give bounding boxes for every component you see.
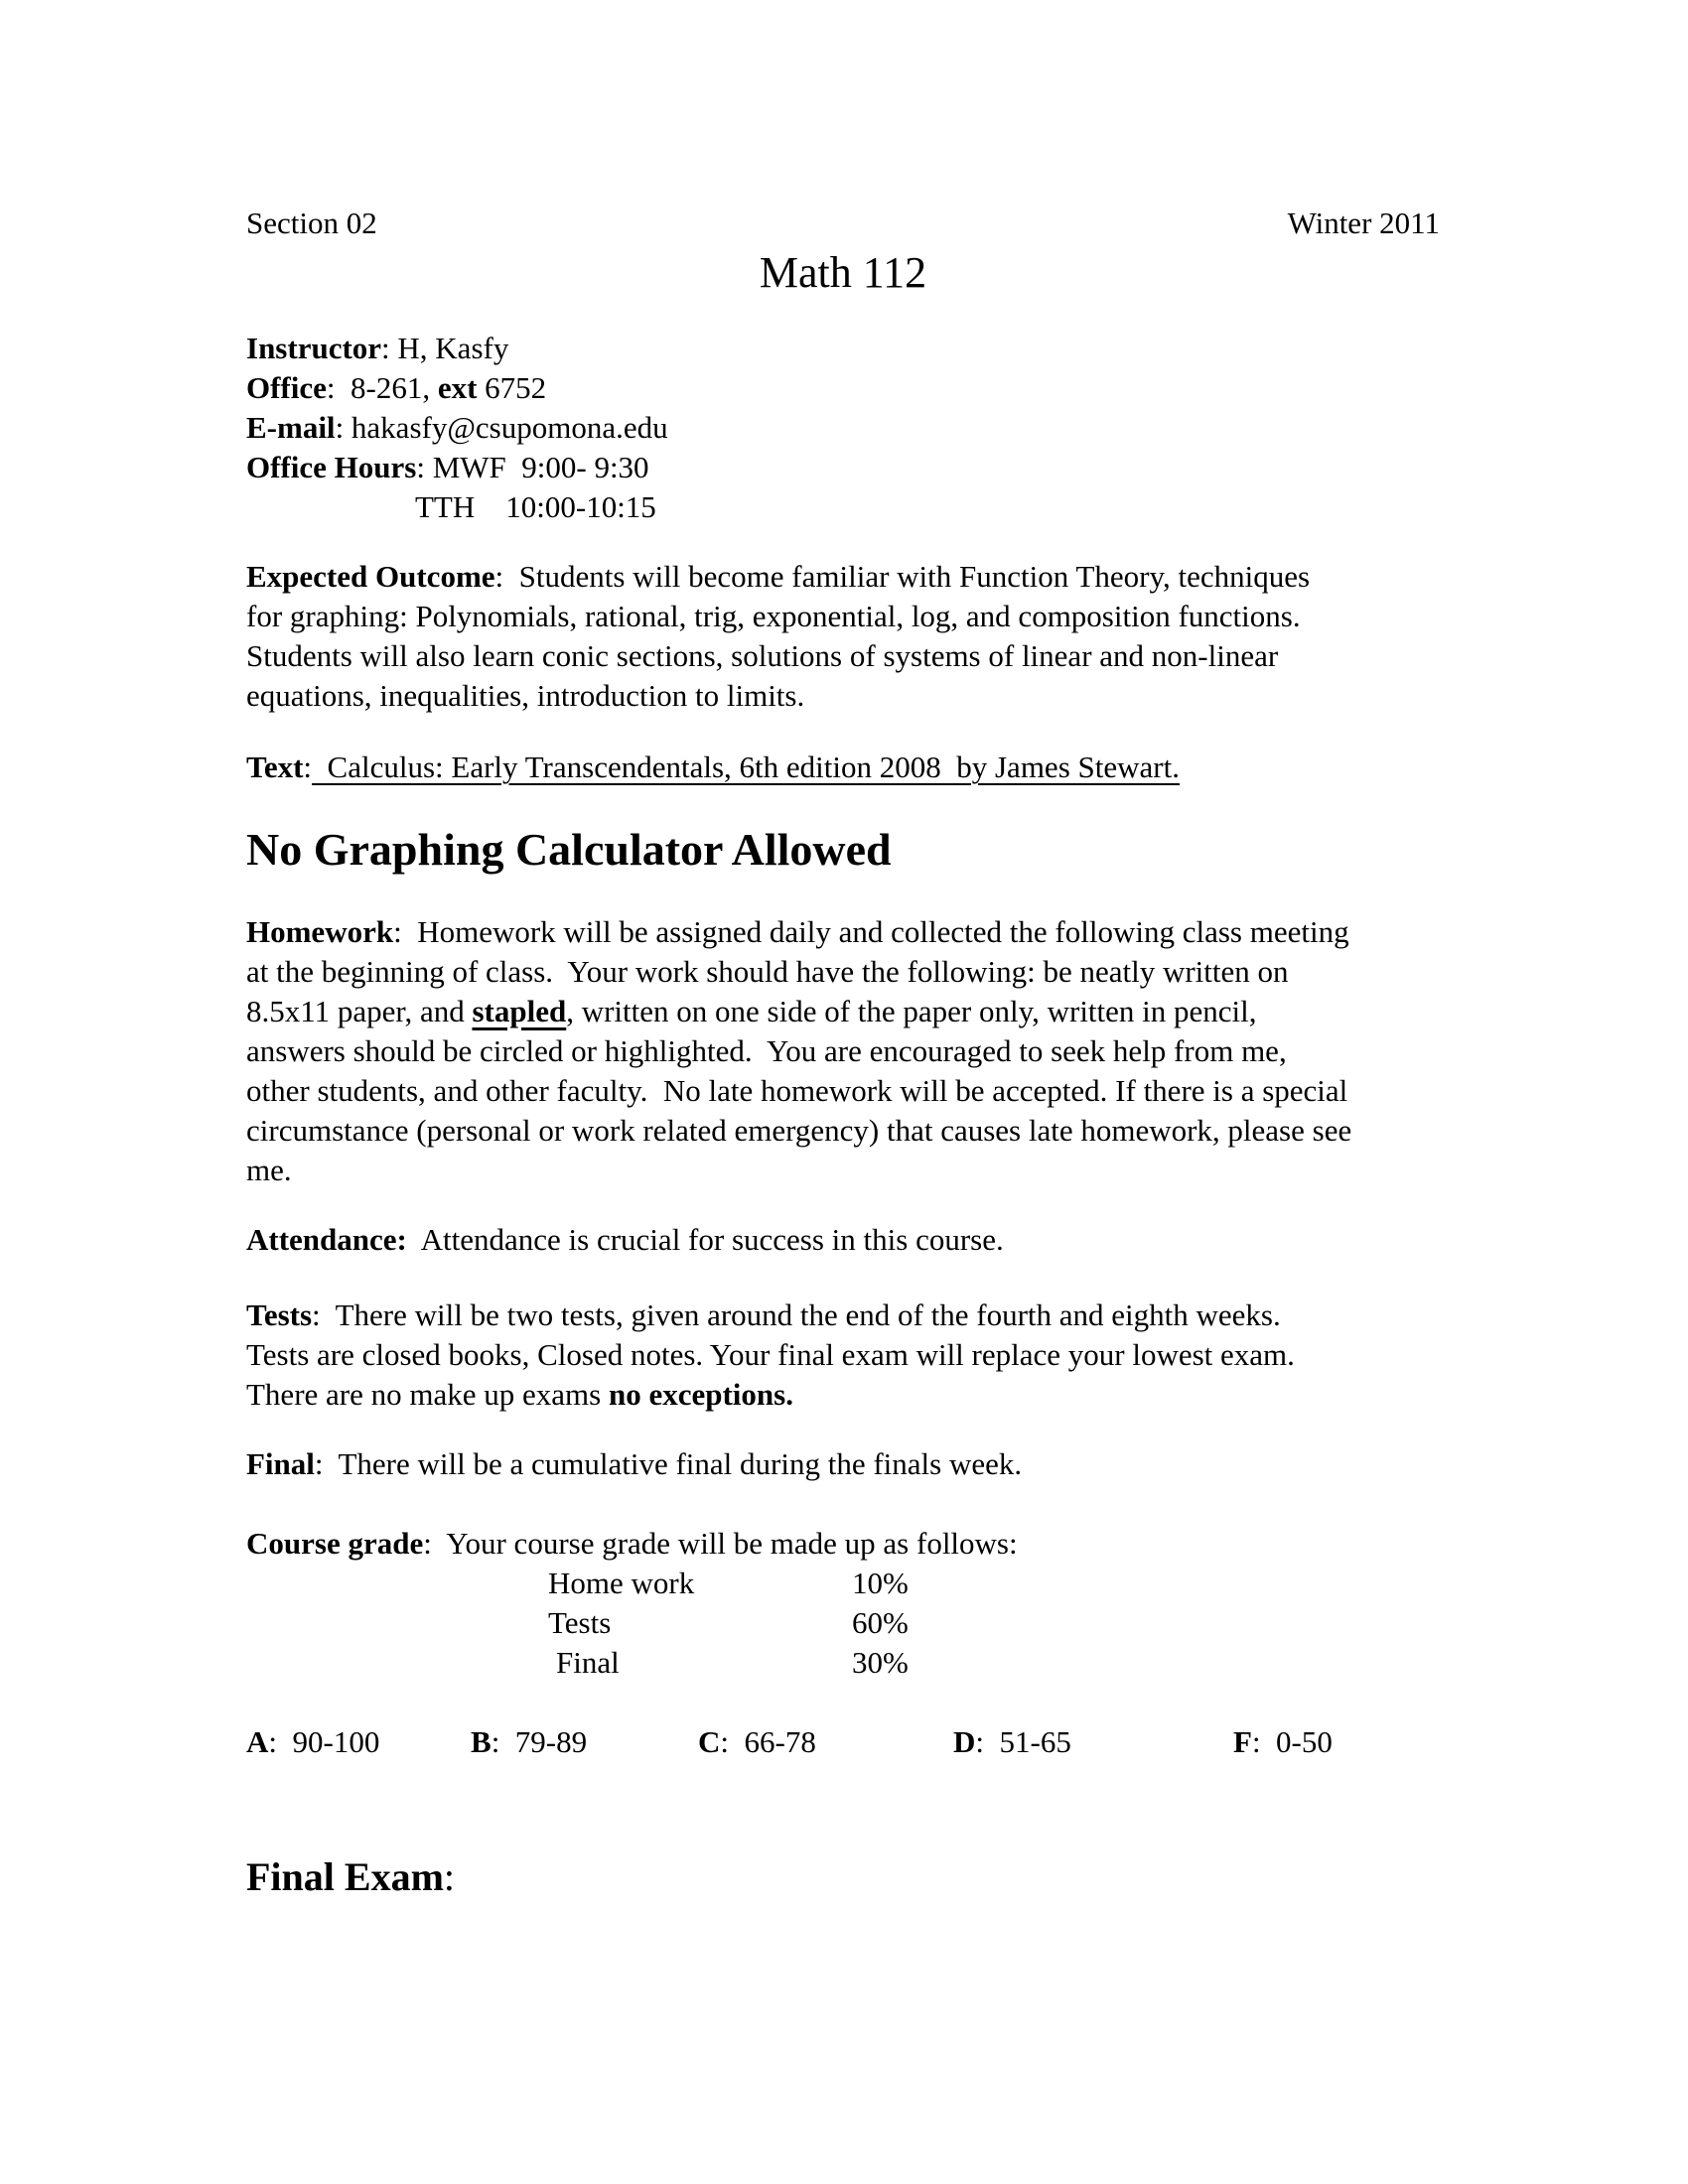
grade-component-name: Final	[556, 1645, 620, 1680]
grade-range: : 79-89	[491, 1724, 588, 1759]
grade-letter: C	[698, 1724, 721, 1759]
final-exam-label: Final Exam	[246, 1854, 444, 1899]
attendance-label: Attendance:	[246, 1222, 407, 1257]
grade-scale-item	[1233, 1722, 1333, 1762]
grade-component-name: Tests	[548, 1605, 612, 1640]
no-exceptions-emphasis: no exceptions.	[608, 1377, 793, 1412]
course-grade-text: : Your course grade will be made up as follows:	[423, 1526, 1018, 1561]
grade-scale-item	[953, 1722, 1233, 1762]
instructor-info-block	[246, 329, 1477, 527]
office-label: Office	[246, 370, 327, 405]
tests-text: There are no make up exams	[246, 1377, 609, 1412]
homework-line: me.	[246, 1153, 292, 1187]
homework-paragraph	[246, 912, 1477, 1190]
attendance-paragraph	[246, 1220, 1477, 1260]
tests-label: Tests	[246, 1297, 313, 1332]
final-text: : There will be a cumulative final during the finals week.	[314, 1446, 1023, 1481]
grade-scale-item	[471, 1722, 698, 1762]
email-value: : hakasfy@csupomona.edu	[335, 410, 668, 445]
homework-line: at the beginning of class. Your work should have the following: be neatly written on	[246, 954, 1289, 989]
stapled-emphasis: stapled	[472, 994, 567, 1028]
grade-component-weight: 60%	[852, 1605, 909, 1640]
final-label: Final	[246, 1446, 315, 1481]
grade-scale-row	[246, 1722, 1477, 1762]
tests-paragraph	[246, 1296, 1477, 1415]
grade-scale-item	[246, 1722, 471, 1762]
grade-component-row	[246, 1564, 1477, 1603]
final-line	[246, 1444, 1477, 1484]
office-ext-label: ext	[437, 370, 478, 405]
grade-range: : 66-78	[720, 1724, 816, 1759]
grade-scale-item	[698, 1722, 953, 1762]
grade-letter: D	[953, 1724, 976, 1759]
tests-line	[246, 1375, 1477, 1415]
instructor-label: Instructor	[246, 331, 382, 365]
grade-component-weight: 10%	[852, 1566, 909, 1600]
office-hours-label: Office Hours	[246, 450, 417, 484]
textbook-paragraph	[246, 748, 1477, 787]
grade-component-row	[246, 1643, 1477, 1683]
grade-range: : 51-65	[975, 1724, 1071, 1759]
tests-line: Tests are closed books, Closed notes. Your final exam will replace your lowest exam.	[246, 1337, 1295, 1372]
grade-range: : 90-100	[268, 1724, 380, 1759]
office-line	[246, 368, 1477, 408]
final-exam-colon: :	[443, 1854, 456, 1899]
course-title: Math 112	[759, 248, 927, 297]
textbook-title: Calculus: Early Transcendentals, 6th edition 2008 by James Stewart.	[312, 750, 1180, 784]
expected-outcome-paragraph	[246, 557, 1477, 716]
grade-letter: B	[471, 1724, 492, 1759]
office-hours-value: : MWF 9:00- 9:30	[416, 450, 649, 484]
homework-label: Homework	[246, 914, 394, 949]
instructor-value: : H, Kasfy	[381, 331, 509, 365]
office-hours-line2: TTH 10:00-10:15	[415, 489, 656, 524]
homework-text: : Homework will be assigned daily and collected the following class meeting	[393, 914, 1349, 949]
expected-outcome-line	[246, 557, 1477, 597]
textbook-label: Text	[246, 750, 304, 784]
homework-line: other students, and other faculty. No late homework will be accepted. If there is a special	[246, 1073, 1348, 1108]
expected-outcome-text: : Students will become familiar with Function Theory, techniques	[494, 559, 1311, 594]
email-label: E-mail	[246, 410, 336, 445]
instructor-line	[246, 329, 1477, 368]
attendance-text: Attendance is crucial for success in this course.	[406, 1222, 1004, 1257]
term-label: Winter 2011	[1287, 205, 1440, 240]
no-calculator-heading: No Graphing Calculator Allowed	[246, 824, 892, 875]
attendance-line	[246, 1220, 1477, 1260]
expected-outcome-label: Expected Outcome	[246, 559, 495, 594]
homework-text: , written on one side of the paper only, written in pencil,	[566, 994, 1257, 1028]
document-header	[246, 204, 1440, 243]
grade-component-weight: 30%	[852, 1645, 909, 1680]
email-line	[246, 408, 1477, 448]
textbook-colon: :	[303, 750, 313, 784]
homework-line	[246, 992, 1477, 1031]
course-grade-intro	[246, 1524, 1477, 1564]
grade-component-name: Home work	[548, 1566, 695, 1600]
textbook-line	[246, 748, 1477, 787]
course-grade-section	[246, 1524, 1477, 1683]
office-ext-value: 6752	[477, 370, 547, 405]
homework-line: answers should be circled or highlighted. You are encouraged to seek help from me,	[246, 1033, 1287, 1068]
section-number: Section 02	[246, 205, 377, 240]
grade-letter: F	[1233, 1724, 1252, 1759]
homework-line: circumstance (personal or work related emergency) that causes late homework, please see	[246, 1113, 1352, 1148]
homework-line	[246, 912, 1477, 952]
final-exam-heading	[246, 1853, 1477, 1901]
final-paragraph	[246, 1444, 1477, 1484]
grade-letter: A	[246, 1724, 269, 1759]
course-grade-label: Course grade	[246, 1526, 424, 1561]
grade-component-row	[246, 1603, 1477, 1643]
expected-outcome-line: for graphing: Polynomials, rational, trig, exponential, log, and composition functions.	[246, 599, 1301, 633]
tests-text: : There will be two tests, given around the end of the fourth and eighth weeks.	[312, 1297, 1281, 1332]
expected-outcome-line: equations, inequalities, introduction to limits.	[246, 678, 805, 713]
tests-line	[246, 1296, 1477, 1335]
office-value: : 8-261,	[326, 370, 438, 405]
homework-text: 8.5x11 paper, and	[246, 994, 473, 1028]
expected-outcome-line: Students will also learn conic sections, solutions of systems of linear and non-linear	[246, 638, 1279, 673]
grade-range: : 0-50	[1251, 1724, 1333, 1759]
office-hours-line	[246, 448, 1477, 487]
